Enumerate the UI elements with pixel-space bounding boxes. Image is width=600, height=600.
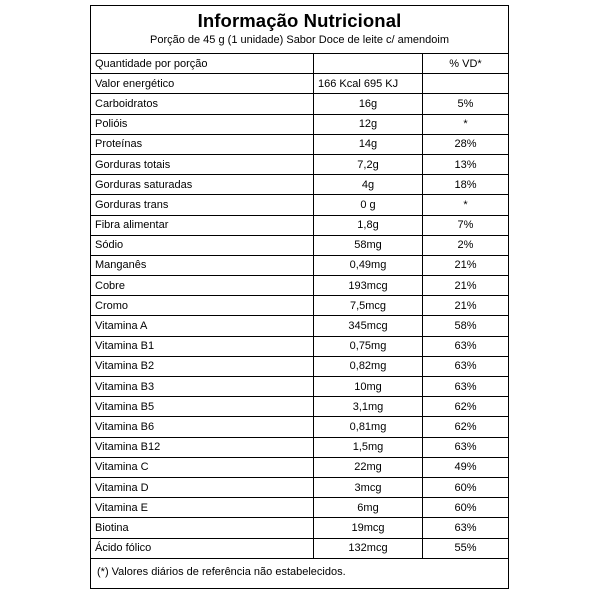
nutrient-vd: 2% xyxy=(423,235,509,255)
nutrient-amount: 58mg xyxy=(314,235,423,255)
energy-value: 166 Kcal 695 KJ xyxy=(314,74,423,94)
nutrient-vd: 18% xyxy=(423,175,509,195)
nutrient-amount: 345mcg xyxy=(314,316,423,336)
nutrient-vd: * xyxy=(423,195,509,215)
nutrient-name: Carboidratos xyxy=(91,94,314,114)
nutrient-vd: 60% xyxy=(423,498,509,518)
table-row xyxy=(91,336,508,356)
table-row xyxy=(91,175,508,195)
nutrient-vd: 58% xyxy=(423,316,509,336)
nutrient-amount: 1,8g xyxy=(314,215,423,235)
table-row xyxy=(91,276,508,296)
nutrient-amount: 132mcg xyxy=(314,538,423,558)
table-row xyxy=(91,437,508,457)
nutrient-amount: 14g xyxy=(314,134,423,154)
nutrient-vd: 21% xyxy=(423,276,509,296)
nutrient-name: Vitamina B6 xyxy=(91,417,314,437)
nutrient-name: Gorduras trans xyxy=(91,195,314,215)
nutrient-amount: 3,1mg xyxy=(314,397,423,417)
nutrition-facts-panel xyxy=(90,5,509,589)
nutrient-name: Ácido fólico xyxy=(91,538,314,558)
nutrient-vd: 63% xyxy=(423,377,509,397)
footnote: (*) Valores diários de referência não estabelecidos. xyxy=(97,565,346,578)
nutrient-amount: 12g xyxy=(314,114,423,134)
nutrient-vd: * xyxy=(423,114,509,134)
nutrient-name: Polióis xyxy=(91,114,314,134)
nutrient-vd: 63% xyxy=(423,518,509,538)
nutrient-name: Cobre xyxy=(91,276,314,296)
nutrient-vd: 55% xyxy=(423,538,509,558)
nutrient-amount: 0,82mg xyxy=(314,356,423,376)
nutrient-name: Manganês xyxy=(91,255,314,275)
nutrient-vd: 60% xyxy=(423,477,509,497)
nutrient-vd: 7% xyxy=(423,215,509,235)
nutrient-amount: 7,2g xyxy=(314,154,423,174)
nutrient-amount: 7,5mcg xyxy=(314,296,423,316)
nutrient-name: Vitamina B2 xyxy=(91,356,314,376)
nutrient-name: Fibra alimentar xyxy=(91,215,314,235)
table-row xyxy=(91,477,508,497)
table-row xyxy=(91,377,508,397)
table-row xyxy=(91,356,508,376)
table-row xyxy=(91,538,508,558)
nutrient-amount: 3mcg xyxy=(314,477,423,497)
nutrient-vd: 49% xyxy=(423,457,509,477)
header-amount-blank xyxy=(314,54,423,74)
table-row xyxy=(91,94,508,114)
nutrient-amount: 10mg xyxy=(314,377,423,397)
table-row xyxy=(91,154,508,174)
nutrient-vd: 62% xyxy=(423,417,509,437)
nutrient-amount: 193mcg xyxy=(314,276,423,296)
panel-header xyxy=(91,6,508,54)
nutrient-name: Cromo xyxy=(91,296,314,316)
nutrient-vd: 21% xyxy=(423,255,509,275)
table-row xyxy=(91,114,508,134)
nutrient-name: Gorduras saturadas xyxy=(91,175,314,195)
nutrient-name: Sódio xyxy=(91,235,314,255)
table-row xyxy=(91,215,508,235)
nutrient-amount: 4g xyxy=(314,175,423,195)
table-row xyxy=(91,417,508,437)
nutrient-name: Vitamina B12 xyxy=(91,437,314,457)
table-row xyxy=(91,235,508,255)
nutrient-amount: 16g xyxy=(314,94,423,114)
nutrient-name: Vitamina B1 xyxy=(91,336,314,356)
table-row xyxy=(91,255,508,275)
header-quantity: Quantidade por porção xyxy=(91,54,314,74)
nutrient-amount: 0,49mg xyxy=(314,255,423,275)
nutrient-name: Proteínas xyxy=(91,134,314,154)
table-row xyxy=(91,518,508,538)
nutrient-vd: 62% xyxy=(423,397,509,417)
nutrient-amount: 19mcg xyxy=(314,518,423,538)
table-row xyxy=(91,397,508,417)
nutrient-vd: 21% xyxy=(423,296,509,316)
nutrition-table xyxy=(91,54,508,559)
panel-title: Informação Nutricional xyxy=(197,10,402,31)
header-vd: % VD* xyxy=(423,54,509,74)
nutrient-name: Vitamina B3 xyxy=(91,377,314,397)
nutrient-name: Vitamina B5 xyxy=(91,397,314,417)
nutrient-vd: 28% xyxy=(423,134,509,154)
table-row xyxy=(91,296,508,316)
nutrient-name: Vitamina C xyxy=(91,457,314,477)
nutrient-name: Biotina xyxy=(91,518,314,538)
table-header-row xyxy=(91,54,508,74)
table-row xyxy=(91,134,508,154)
nutrient-name: Vitamina A xyxy=(91,316,314,336)
table-row xyxy=(91,195,508,215)
energy-label: Valor energético xyxy=(91,74,314,94)
nutrient-amount: 0,81mg xyxy=(314,417,423,437)
nutrient-vd: 13% xyxy=(423,154,509,174)
table-row xyxy=(91,498,508,518)
table-row xyxy=(91,457,508,477)
nutrient-amount: 0,75mg xyxy=(314,336,423,356)
table-row xyxy=(91,316,508,336)
nutrient-vd: 63% xyxy=(423,437,509,457)
serving-description: Porção de 45 g (1 unidade) Sabor Doce de leite c/ amendoim xyxy=(149,34,449,46)
nutrient-vd: 63% xyxy=(423,356,509,376)
nutrient-amount: 6mg xyxy=(314,498,423,518)
nutrient-name: Gorduras totais xyxy=(91,154,314,174)
nutrient-name: Vitamina D xyxy=(91,477,314,497)
nutrient-vd: 63% xyxy=(423,336,509,356)
energy-vd-blank xyxy=(423,74,509,94)
nutrient-amount: 1,5mg xyxy=(314,437,423,457)
nutrient-vd: 5% xyxy=(423,94,509,114)
nutrient-amount: 22mg xyxy=(314,457,423,477)
energy-row xyxy=(91,74,508,94)
nutrient-name: Vitamina E xyxy=(91,498,314,518)
nutrient-amount: 0 g xyxy=(314,195,423,215)
